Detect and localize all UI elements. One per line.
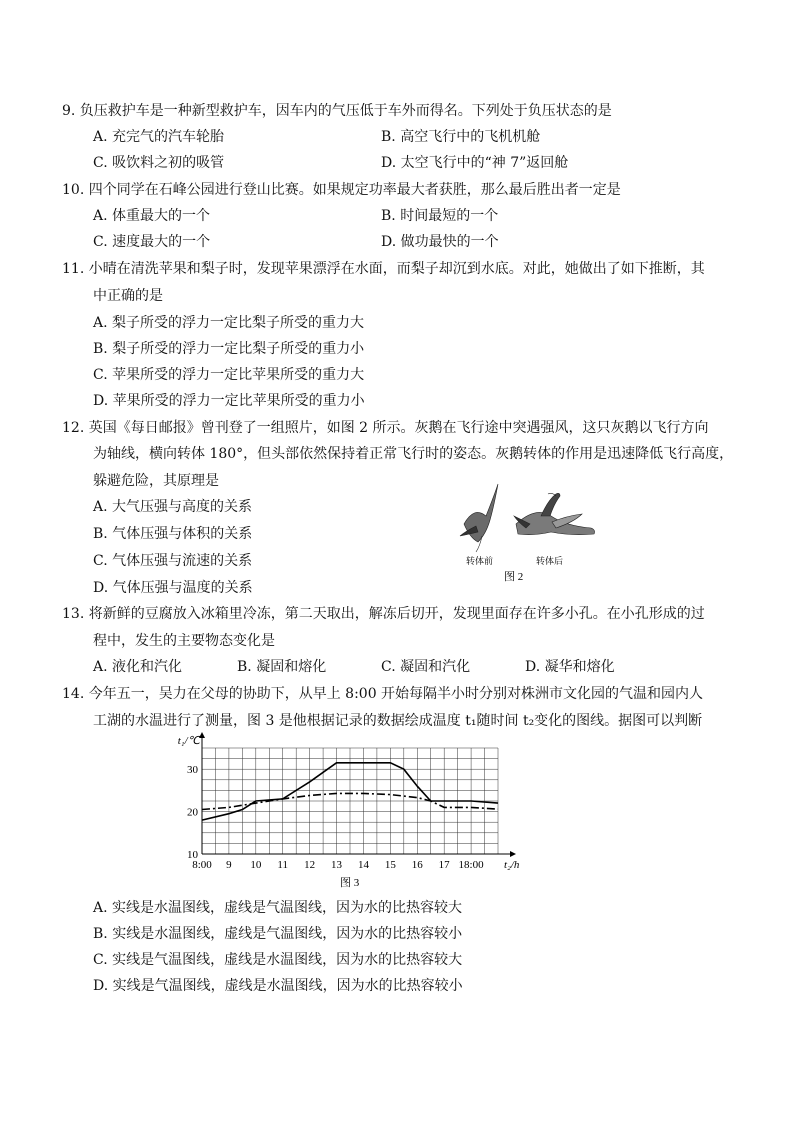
y-tick-label: 30 — [187, 764, 198, 777]
x-tick-label: 9 — [226, 859, 232, 871]
goose-after-image — [514, 493, 595, 534]
temperature-chart — [170, 730, 540, 895]
fig2-caption: 图 2 — [504, 571, 524, 583]
q10-option-a: A. 体重最大的一个 — [93, 208, 211, 224]
q11-stem-cont: 中正确的是 — [93, 288, 163, 304]
q12-option-a: A. 大气压强与高度的关系 — [93, 499, 253, 515]
x-tick-label: 15 — [384, 859, 396, 871]
q12-option-c: C. 气体压强与流速的关系 — [93, 553, 253, 569]
q10-option-c: C. 速度最大的一个 — [93, 234, 211, 250]
q9-option-d: D. 太空飞行中的“神 7”返回舱 — [381, 155, 569, 171]
q14-option-a: A. 实线是水温图线，虚线是气温图线，因为水的比热容较大 — [93, 900, 463, 916]
q14-option-c: C. 实线是气温图线，虚线是水温图线，因为水的比热容较大 — [93, 952, 463, 968]
y-axis-label: t₁/℃ — [177, 735, 200, 747]
q14-option-d: D. 实线是气温图线，虚线是水温图线，因为水的比热容较小 — [93, 978, 463, 994]
fig2-label-after: 转体后 — [536, 556, 564, 566]
q9-option-a: A. 充完气的汽车轮胎 — [93, 129, 225, 145]
x-tick-label: 18:00 — [458, 859, 484, 871]
q13-stem: 13. 将新鲜的豆腐放入冰箱里冷冻，第二天取出，解冻后切开，发现里面存在许多小孔。在小孔形成的过 — [62, 606, 705, 622]
q11-option-b: B. 梨子所受的浮力一定比梨子所受的重力小 — [93, 341, 365, 357]
q12-stem-cont-1: 为轴线，横向转体 180°，但头部依然保持着正常飞行时的姿态。灰鹅转体的作用是迅速降低飞行高度， — [93, 446, 734, 462]
q10-stem: 10. 四个同学在石峰公园进行登山比赛。如果规定功率最大者获胜，那么最后胜出者一定是 — [62, 182, 621, 198]
q11-option-c: C. 苹果所受的浮力一定比苹果所受的重力大 — [93, 367, 365, 383]
x-tick-label: 13 — [331, 859, 343, 871]
q9-option-b: B. 高空飞行中的飞机机舱 — [381, 129, 541, 145]
x-tick-label: 17 — [438, 859, 450, 871]
x-tick-label: 16 — [411, 859, 423, 871]
q14-stem: 14. 今年五一，吴力在父母的协助下，从早上 8:00 开始每隔半小时分别对株洲市文化园的气温和园内人 — [62, 686, 704, 702]
q12-stem: 12. 英国《每日邮报》曾刊登了一组照片，如图 2 所示。灰鹅在飞行途中突遇强风，这只灰鹅以飞行方向 — [62, 420, 709, 436]
x-axis-arrow — [510, 851, 516, 857]
q9-option-c: C. 吸饮料之初的吸管 — [93, 155, 225, 171]
q12-option-d: D. 气体压强与温度的关系 — [93, 580, 253, 596]
q13-stem-cont: 程中，发生的主要物态变化是 — [93, 633, 275, 649]
q12-option-b: B. 气体压强与体积的关系 — [93, 526, 253, 542]
x-tick-label: 10 — [250, 859, 262, 871]
q13-option-a: A. 液化和汽化 — [93, 659, 183, 675]
x-tick-label: 8:00 — [192, 859, 212, 871]
fig2-label-before: 转体前 — [466, 556, 494, 566]
geese-illustration — [456, 476, 606, 586]
q13-option-c: C. 凝固和汽化 — [381, 659, 471, 675]
q11-option-a: A. 梨子所受的浮力一定比梨子所受的重力大 — [93, 315, 365, 331]
x-tick-label: 12 — [304, 859, 316, 871]
figure-2 — [456, 476, 606, 586]
x-tick-label: 14 — [357, 859, 369, 871]
x-axis-label: t₂/h — [504, 859, 520, 871]
q14-stem-cont: 工湖的水温进行了测量，图 3 是他根据记录的数据绘成温度 t₁随时间 t₂变化的图线。据图可以判断 — [93, 713, 703, 729]
figure-3 — [170, 730, 540, 895]
x-tick-label: 11 — [277, 859, 289, 871]
q12-stem-cont-2: 躲避危险，其原理是 — [93, 473, 219, 489]
fig3-caption: 图 3 — [340, 877, 360, 889]
q11-option-d: D. 苹果所受的浮力一定比苹果所受的重力小 — [93, 393, 365, 409]
q11-stem: 11. 小晴在清洗苹果和梨子时，发现苹果漂浮在水面，而梨子却沉到水底。对此，她做出了如下推断，其 — [62, 261, 705, 277]
q10-option-d: D. 做功最快的一个 — [381, 234, 499, 250]
goose-before-image — [460, 484, 498, 552]
q9-stem: 9. 负压救护车是一种新型救护车，因车内的气压低于车外而得名。下列处于负压状态的是 — [62, 103, 612, 119]
q10-option-b: B. 时间最短的一个 — [381, 208, 499, 224]
y-tick-label: 10 — [187, 849, 198, 861]
y-tick-label: 20 — [187, 806, 198, 819]
q13-option-b: B. 凝固和熔化 — [237, 659, 327, 675]
q14-option-b: B. 实线是水温图线，虚线是气温图线，因为水的比热容较小 — [93, 926, 463, 942]
q13-option-d: D. 凝华和熔化 — [525, 659, 615, 675]
